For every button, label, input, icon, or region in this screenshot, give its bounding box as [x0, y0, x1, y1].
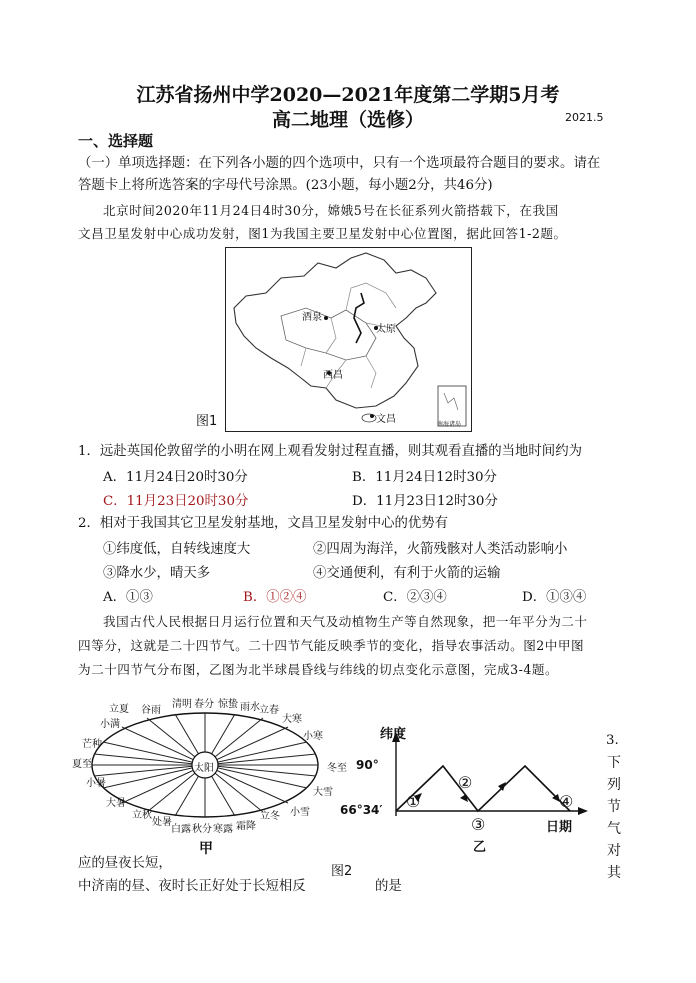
- y-axis-label: 纬度: [380, 727, 407, 742]
- mark-3: ③: [471, 815, 486, 834]
- label-jiuquan: 酒泉: [302, 312, 322, 323]
- q3-side-char: 下: [607, 755, 621, 771]
- q2-option-c: C．②③④: [383, 590, 447, 605]
- q1-option-c: C．11月23日20时30分: [103, 494, 249, 509]
- term-chushu: 处暑: [152, 817, 172, 828]
- term-lidong: 立冬: [260, 811, 280, 822]
- q3-side-char: 节: [607, 799, 621, 815]
- figure1-map: [225, 247, 472, 432]
- label-taiyuan: 太原: [376, 324, 396, 335]
- term-dahan: 大寒: [282, 714, 302, 725]
- passage1-line1: 北京时间2020年11月24日4时30分，嫦娥5号在长征系列火箭搭载下，在我国: [103, 203, 559, 218]
- term-dashu: 大暑: [106, 798, 126, 809]
- passage1-line2: 文昌卫星发射中心成功发射，图1为我国主要卫星发射中心位置图，据此回答1-2题。: [78, 226, 567, 241]
- jiuquan-dot: [324, 316, 328, 320]
- q3-side-char: 其: [607, 865, 621, 881]
- x-axis-label: 日期: [546, 820, 573, 835]
- figure2-yi-label: 乙: [473, 840, 487, 855]
- section-intro-line2: 答题卡上将所选答案的字母代号涂黑。(23小题，每小题2分，共46分): [78, 178, 493, 193]
- term-lixia: 立夏: [109, 704, 129, 715]
- term-chunfen: 春分: [194, 699, 214, 710]
- q3-side-char: 对: [607, 843, 621, 859]
- term-xiazhi: 夏至: [72, 759, 92, 770]
- figure1-caption: 图1: [196, 414, 218, 429]
- figure2-caption: 图2: [331, 864, 353, 879]
- passage2-line3: 为二十四节气分布图，乙图为北半球晨昏线与纬线的切点变化示意图，完成3-4题。: [78, 662, 559, 677]
- passage2-line2: 四等分，这就是二十四节气。二十四节气能反映季节的变化，指导农事活动。图2中甲图: [78, 638, 585, 653]
- term-hanlu: 寒露: [213, 824, 233, 835]
- term-lichun: 立春: [259, 705, 279, 716]
- q3-side-char: 列: [607, 777, 621, 793]
- term-xiaoman: 小满: [100, 719, 120, 730]
- q1-option-d: D．11月23日12时30分: [352, 494, 498, 509]
- q2-item4: ④交通便利，有利于火箭的运输: [313, 566, 501, 581]
- term-dongzhi: 冬至: [327, 763, 347, 774]
- q3-line1: 应的昼夜长短，: [78, 856, 172, 871]
- exam-title: 江苏省扬州中学2020—2021年度第二学期5月考: [136, 84, 560, 106]
- q2-option-b: B．①②④: [243, 590, 307, 605]
- term-liqiu: 立秋: [132, 810, 152, 821]
- label-inset: 南海诸岛: [437, 421, 462, 428]
- q3-line2: 中济南的昼、夜时长正好处于长短相反: [78, 879, 306, 894]
- term-guyu: 谷雨: [141, 705, 161, 716]
- q1-stem: 1．远赴英国伦敦留学的小明在网上观看发射过程直播，则其观看直播的当地时间约为: [78, 444, 582, 459]
- term-bailu: 白露: [171, 824, 191, 835]
- term-daxue: 大雪: [313, 787, 333, 798]
- q3-side-text: [607, 752, 623, 884]
- q3-line2-end: 的是: [375, 879, 402, 894]
- passage2-line1: 我国古代人民根据日月运行位置和天气及动植物生产等自然现象，把一年平分为二十: [103, 614, 588, 629]
- section-heading: 一、选择题: [78, 132, 154, 150]
- mark-4: ④: [559, 792, 574, 811]
- term-qingming: 清明: [172, 699, 192, 710]
- figure2-yi: [340, 718, 600, 848]
- mark-2: ②: [458, 773, 473, 792]
- term-yushui: 雨水: [240, 702, 260, 713]
- tangent-point-line: [396, 766, 570, 811]
- q2-option-d: D．①③④: [522, 590, 587, 605]
- exam-subtitle: 高二地理（选修）: [271, 109, 424, 131]
- q1-option-a: A．11月24日20时30分: [103, 470, 248, 485]
- label-xichang: 西昌: [323, 370, 343, 381]
- china-map-outline: [226, 248, 471, 431]
- q1-option-b: B．11月24日12时30分: [352, 470, 497, 485]
- sun-label: 太阳: [194, 763, 214, 774]
- term-xiaoshu: 小暑: [86, 778, 106, 789]
- q2-item1: ①纬度低，自转线速度大: [103, 542, 251, 557]
- y-tick-6634: 66°34′: [340, 803, 383, 817]
- q2-stem: 2．相对于我国其它卫星发射基地，文昌卫星发射中心的优势有: [78, 516, 449, 531]
- q2-item3: ③降水少，晴天多: [103, 566, 211, 581]
- label-wenchang: 文昌: [376, 414, 396, 425]
- exam-date: 2021.5: [565, 111, 604, 124]
- term-xiaoxue: 小雪: [290, 807, 310, 818]
- q2-item2: ②四周为海洋，火箭残骸对人类活动影响小: [313, 542, 568, 557]
- q3-side-char: 气: [607, 821, 621, 837]
- term-jingzhe: 惊蛰: [218, 699, 238, 710]
- term-shuangjiang: 霜降: [236, 821, 256, 832]
- term-xiaohan: 小寒: [303, 731, 323, 742]
- figure2-jia-label: 甲: [199, 841, 213, 857]
- section-intro-line1: （一）单项选择题：在下列各小题的四个选项中，只有一个选项最符合题目的要求。请在: [78, 156, 601, 171]
- term-qiufen: 秋分: [192, 824, 212, 835]
- y-tick-90: 90°: [356, 758, 379, 772]
- term-mangzhong: 芒种: [82, 739, 102, 750]
- mark-1: ①: [406, 792, 421, 811]
- q2-option-a: A．①③: [103, 590, 153, 605]
- q3-number: 3.: [606, 733, 619, 748]
